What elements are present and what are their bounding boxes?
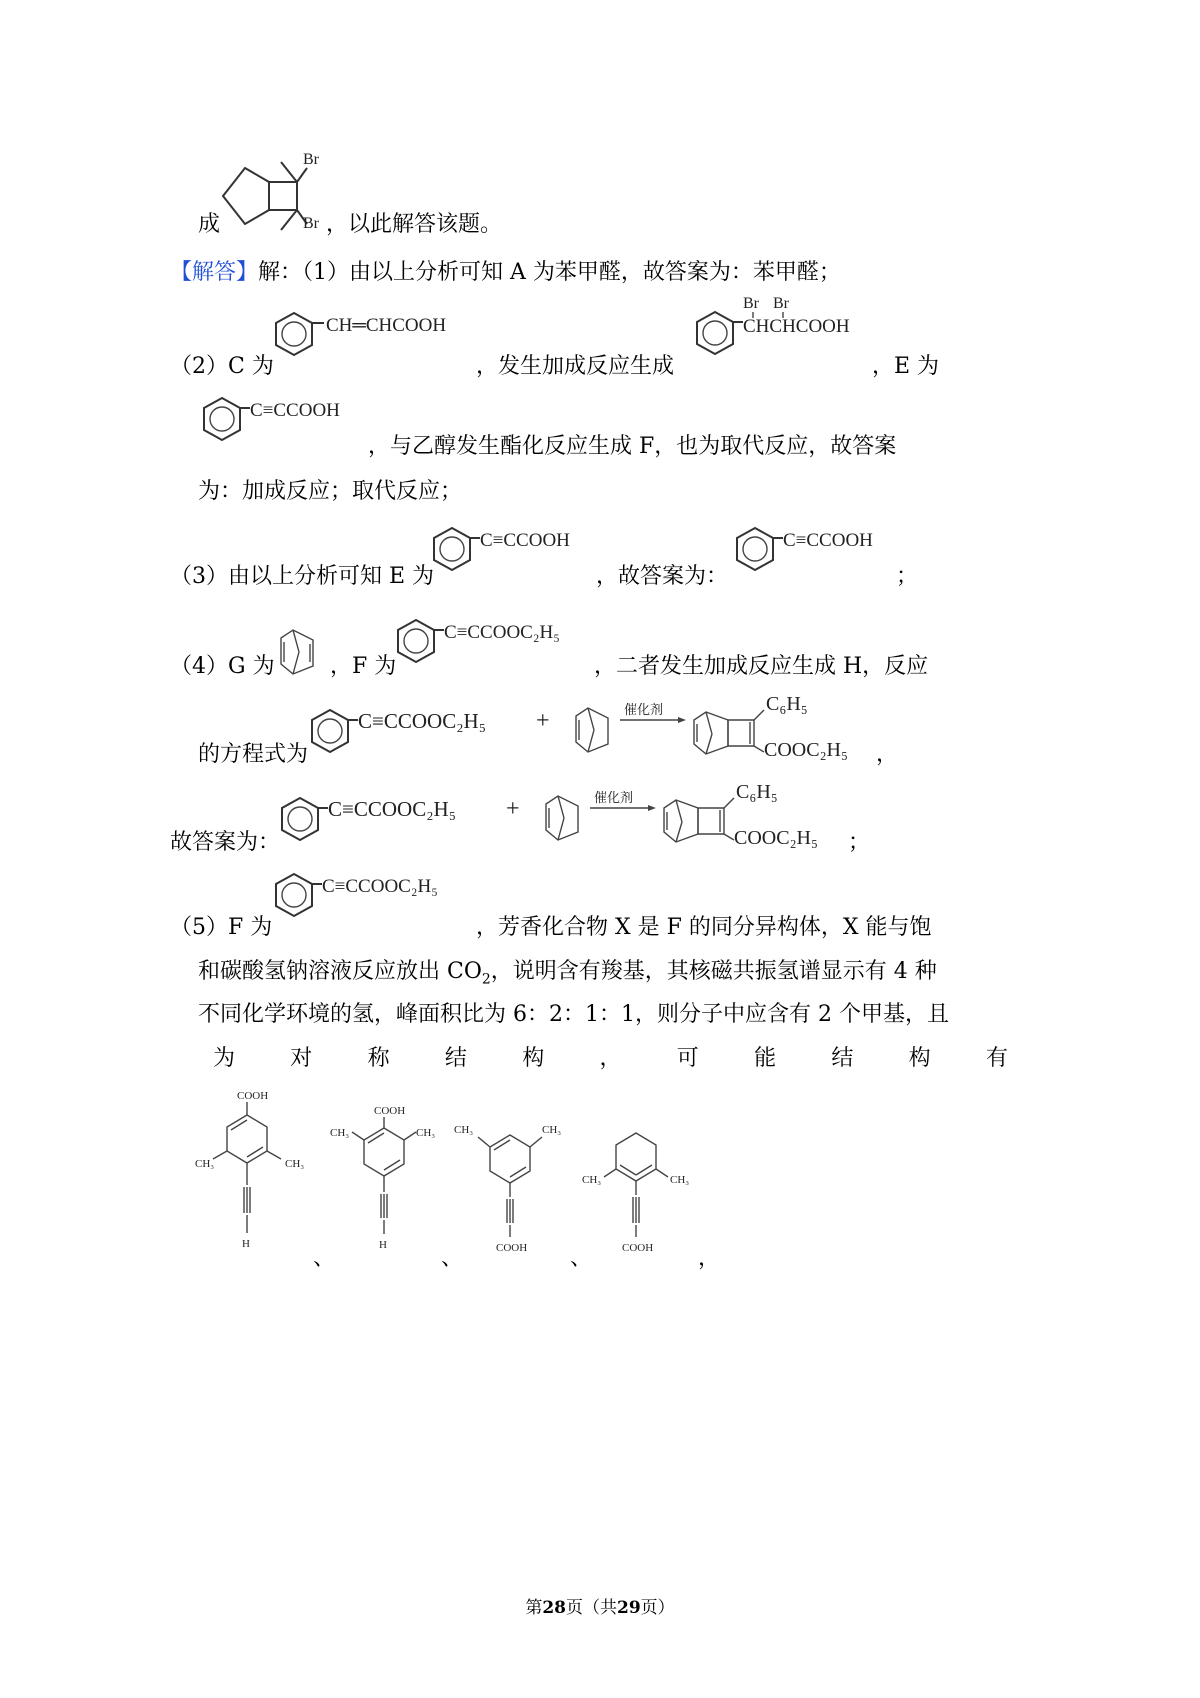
char: 有 xyxy=(985,1046,1008,1071)
f-formula: C≡CCOOC₂H₅ xyxy=(358,709,487,733)
char: 为 xyxy=(213,1046,236,1071)
br-label: Br xyxy=(773,295,789,312)
footer-text: 页（共 xyxy=(566,1598,617,1618)
reaction-equation-answer xyxy=(278,778,858,848)
char: 构 xyxy=(522,1046,545,1071)
char: 结 xyxy=(831,1046,854,1071)
text-fragment: 成 xyxy=(198,212,221,237)
f-formula: C≡CCOOC₂H₅ xyxy=(328,797,457,821)
q4-text: ，F 为 xyxy=(330,654,397,679)
cooh-label: COOH xyxy=(496,1242,528,1254)
dibromo-formula: CHCHCOOH xyxy=(743,316,850,337)
q2-text: ，发生加成反应生成 xyxy=(476,354,675,379)
ch3-label: CH₃ xyxy=(195,1158,215,1170)
subscript: 2 xyxy=(481,971,491,988)
separator: 、 xyxy=(313,1246,336,1271)
q3-text: （3）由以上分析可知 E 为 xyxy=(170,564,435,589)
f-formula: C≡CCOOC₂H₅ xyxy=(322,876,438,897)
q2-text: ，与乙醇发生酯化反应生成 F，也为取代反应，故答案 xyxy=(368,434,897,459)
isomer-structure-1 xyxy=(195,1085,315,1260)
e-formula: C≡CCOOH xyxy=(480,530,570,551)
cooh-label: COOH xyxy=(374,1105,406,1117)
isomer-structure-4 xyxy=(582,1125,702,1260)
cooh-label: COOH xyxy=(622,1242,654,1254)
q5-text: ，芳香化合物 X 是 F 的同分异构体，X 能与饱 xyxy=(476,915,932,940)
e-answer-structure xyxy=(733,520,908,580)
cooh-label: COOH xyxy=(237,1090,269,1102)
answer-text: 解：（1）由以上分析可知 A 为苯甲醛，故答案为：苯甲醛； xyxy=(258,260,841,285)
footer-text: 页） xyxy=(640,1598,675,1618)
q4-text: （4）G 为 xyxy=(170,654,275,679)
ch3-label: CH₃ xyxy=(285,1158,305,1170)
q3-text: ； xyxy=(896,564,919,589)
text-fragment: ，以此解答该题。 xyxy=(326,212,503,237)
q4-text: ，二者发生加成反应生成 H，反应 xyxy=(594,654,929,679)
c6h5-label: C₆H₅ xyxy=(766,693,808,715)
q2-text: 为：加成反应；取代反应； xyxy=(198,479,463,504)
cooc2h5-label: COOC₂H₅ xyxy=(764,739,848,761)
char: 可 xyxy=(676,1046,699,1071)
separator: 、 xyxy=(441,1246,464,1271)
q4-text: 的方程式为 xyxy=(198,742,309,767)
h-label: H xyxy=(379,1239,387,1251)
char: 能 xyxy=(754,1046,777,1071)
q2-text: ，E 为 xyxy=(872,354,940,379)
plus-sign: + xyxy=(506,796,520,822)
catalyst-label: 催化剂 xyxy=(594,790,634,805)
q3-text: ，故答案为： xyxy=(596,564,729,589)
ch3-label: CH₃ xyxy=(454,1124,474,1136)
text-end: ， xyxy=(698,1246,721,1271)
br-label: Br xyxy=(303,151,319,168)
page-number: 28 xyxy=(542,1598,566,1618)
isomer-structure-2 xyxy=(328,1100,448,1260)
catalyst-label: 催化剂 xyxy=(624,702,664,717)
ch3-label: CH₃ xyxy=(670,1174,690,1186)
f-structure-q5 xyxy=(272,866,472,926)
ch3-label: CH₃ xyxy=(542,1124,562,1136)
f-formula: C≡CCOOC₂H₅ xyxy=(444,622,560,643)
cooc2h5-label: COOC₂H₅ xyxy=(734,827,818,849)
br-label: Br xyxy=(743,295,759,312)
f-structure xyxy=(394,612,594,672)
q5-text: 不同化学环境的氢，峰面积比为 6：2：1：1，则分子中应含有 2 个甲基，且 xyxy=(198,1002,949,1027)
q5-text: ，说明含有羧基，其核磁共振氢谱显示有 4 种 xyxy=(490,959,937,984)
q5-text: 和碳酸氢钠溶液反应放出 CO xyxy=(198,959,482,984)
e-formula: C≡CCOOH xyxy=(250,400,340,421)
total-pages: 29 xyxy=(617,1598,641,1618)
char: 结 xyxy=(444,1046,467,1071)
dibromo-acid-structure xyxy=(693,290,883,365)
bicyclic-dibromide-structure xyxy=(215,148,335,238)
reaction-equation xyxy=(308,690,888,760)
ch3-label: CH₃ xyxy=(416,1127,436,1139)
e-structure xyxy=(430,520,605,580)
footer-text: 第 xyxy=(525,1598,543,1618)
spread-line xyxy=(213,1044,1008,1074)
e-formula: C≡CCOOH xyxy=(783,530,873,551)
plus-sign: + xyxy=(536,708,550,734)
char: 构 xyxy=(908,1046,931,1071)
char: 对 xyxy=(290,1046,313,1071)
char: ， xyxy=(599,1046,622,1071)
cinnamic-acid-structure xyxy=(272,305,472,365)
q4-text: 故答案为： xyxy=(170,830,281,855)
br-label: Br xyxy=(303,215,319,232)
q5-text: （5）F 为 xyxy=(170,915,273,940)
char: 称 xyxy=(367,1046,390,1071)
q4-text: ； xyxy=(848,830,871,855)
ch3-label: CH₃ xyxy=(582,1174,602,1186)
separator: 、 xyxy=(570,1246,593,1271)
answer-tag: 【解答】 xyxy=(170,260,259,285)
q4-text: ， xyxy=(876,742,899,767)
c6h5-label: C₆H₅ xyxy=(736,781,778,803)
h-label: H xyxy=(242,1238,250,1250)
ch3-label: CH₃ xyxy=(330,1127,350,1139)
phenylpropiolic-acid-structure xyxy=(200,390,370,450)
c-formula: CH═CHCOOH xyxy=(326,315,447,336)
q2-text: （2）C 为 xyxy=(170,354,274,379)
isomer-structure-3 xyxy=(452,1115,582,1260)
norbornadiene-structure xyxy=(273,618,323,678)
page-footer xyxy=(0,1593,1200,1618)
